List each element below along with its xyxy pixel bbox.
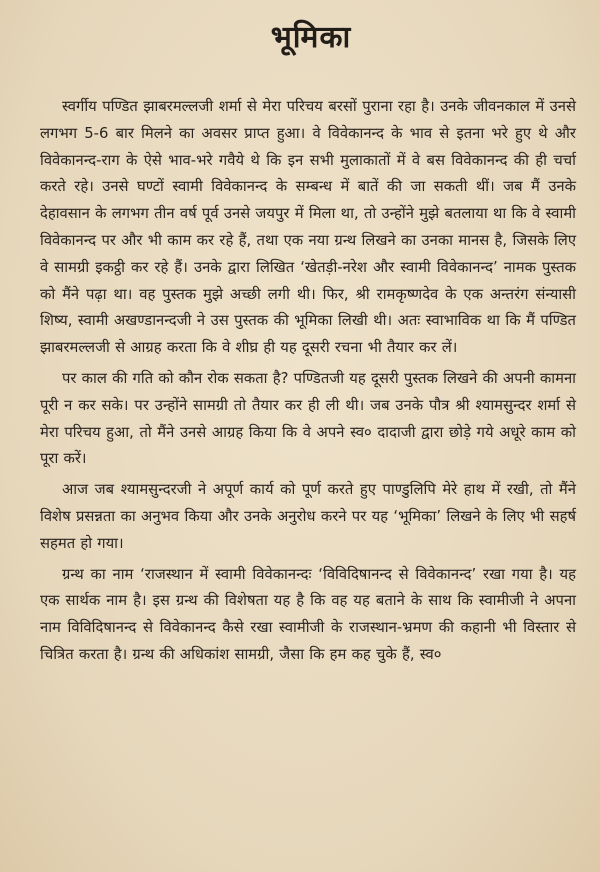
paragraph-3: आज जब श्यामसुन्दरजी ने अपूर्ण कार्य को पूर्ण करते हुए पाण्डुलिपि मेरे हाथ में रखी, तो मैंने विशेष प्रसन्नता का अनुभव किया और उनके अनुरोध करने पर यह ‘भूमिका’ लिखने के लिए भी सहर्ष सहमत हो गया।	[40, 481, 576, 552]
paragraph-2: पर काल की गति को कौन रोक सकता है? पण्डितजी यह दूसरी पुस्तक लिखने की अपनी कामना पूरी न कर सके। पर उन्होंने सामग्री तो तैयार कर ही ली थी। जब उनके पौत्र श्री श्यामसुन्दर शर्मा से मेरा परिचय हुआ, तो मैंने उनसे आग्रह किया कि वे अपने स्व० दादाजी द्वारा छोड़े गये अधूरे काम को पूरा करें।	[40, 369, 576, 468]
page-title: भूमिका	[270, 20, 352, 55]
paragraph-4: ग्रन्थ का नाम ‘राजस्थान में स्वामी विवेकानन्दः ‘विविदिषानन्द से विवेकानन्द’ रखा गया है। यह एक सार्थक नाम है। इस ग्रन्थ की विशेषता यह है कि वह यह बताने के साथ कि स्वामीजी ने अपना नाम विविदिषानन्द से विवेकानन्द कैसे रखा स्वामीजी के राजस्थान-भ्रमण की कहानी भी विस्तार से चित्रित करता है। ग्रन्थ की अधिकांश सामग्री, जैसा कि हम कह चुके हैं, स्व०	[40, 565, 576, 663]
paragraph-1: स्वर्गीय पण्डित झाबरमल्लजी शर्मा से मेरा परिचय बरसों पुराना रहा है। उनके जीवनकाल में उनसे लगभग 5-6 बार मिलने का अवसर प्राप्त हुआ। वे विवेकानन्द के भाव से इतना भरे हुए थे और विवेकानन्द-राग के ऐसे भाव-भरे गवैये थे कि इन सभी मुलाकातों में वे बस विवेकानन्द की ही चर्चा करते रहे। उनसे घण्टों स्वामी विवेकानन्द के सम्बन्ध में बातें की जा सकती थीं। जब मैं उनके देहावसान के लगभग तीन वर्ष पूर्व उनसे जयपुर में मिला था, तो उन्होंने मुझे बतलाया था कि वे स्वामी विवेकानन्द पर और भी काम कर रहे हैं, तथा एक नया ग्रन्थ लिखने का उनका मानस है, जिसके लिए वे सामग्री इकट्ठी कर रहे हैं। उनके द्वारा लिखित ‘खेतड़ी-नरेश और स्वामी विवेकानन्द’ नामक पुस्तक को मैंने पढ़ा था। वह पुस्तक मुझे अच्छी लगी थी। फिर, श्री रामकृष्णदेव के एक अन्तरंग संन्यासी शिष्य, स्वामी अखण्डानन्दजी ने उस पुस्तक की भूमिका लिखी थी। अतः स्वाभाविक था कि मैं पण्डित झाबरमल्लजी से आग्रह करता कि वे शीघ्र ही यह दूसरी रचना भी तैयार कर लें।	[40, 98, 576, 357]
